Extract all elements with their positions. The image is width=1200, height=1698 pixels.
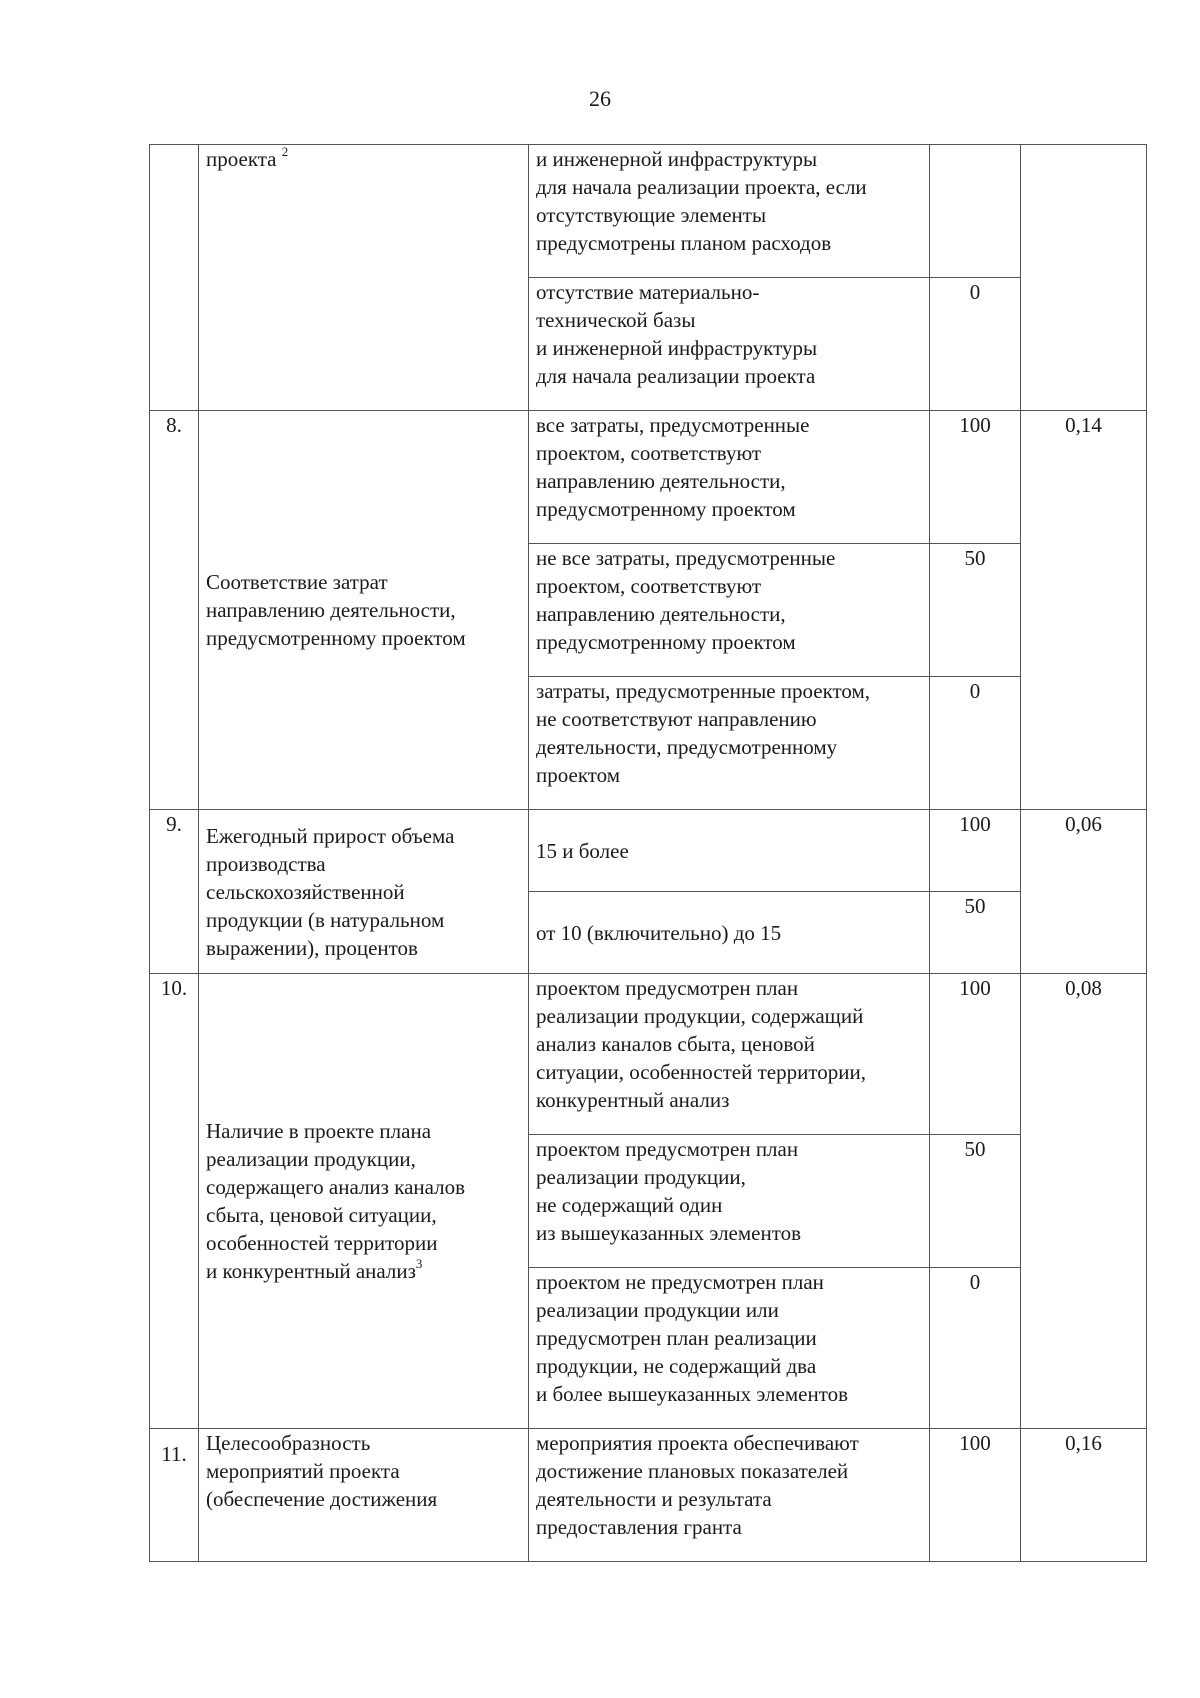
footnote-mark: 3 bbox=[415, 1256, 423, 1271]
option-cell bbox=[529, 974, 930, 1135]
option-text: 15 и более bbox=[536, 838, 629, 863]
option-text: проектом предусмотрен план реализации продукции, не содержащий один из вышеуказанных элементов bbox=[536, 1137, 802, 1245]
weight-cell: 0,06 bbox=[1021, 810, 1147, 974]
option-cell bbox=[529, 1135, 930, 1268]
score-cell: 50 bbox=[930, 1135, 1021, 1268]
criterion-text: Наличие в проекте плана реализации продукции, содержащего анализ каналов сбыта, ценовой ситуации, особенностей территории и конкурентный анализ bbox=[206, 1119, 466, 1283]
criterion-cell bbox=[199, 411, 529, 810]
page-number: 26 bbox=[589, 86, 611, 111]
option-cell bbox=[529, 278, 930, 411]
option-text: не все затраты, предусмотренные проектом, соответствуют направлению деятельности, предусмотренному проектом bbox=[536, 546, 836, 654]
option-cell bbox=[529, 145, 930, 278]
option-text: от 10 (включительно) до 15 bbox=[536, 920, 782, 945]
option-cell bbox=[529, 810, 930, 892]
criterion-text: Соответствие затрат направлению деятельности, предусмотренному проектом bbox=[206, 570, 466, 650]
table-row bbox=[150, 1429, 1147, 1562]
option-cell bbox=[529, 544, 930, 677]
row-number: 8. bbox=[150, 411, 199, 810]
option-cell bbox=[529, 677, 930, 810]
weight-cell: 0,08 bbox=[1021, 974, 1147, 1429]
option-text: все затраты, предусмотренные проектом, соответствуют направлению деятельности, предусмотренному проектом bbox=[536, 413, 810, 521]
option-text: проектом предусмотрен план реализации продукции, содержащий анализ каналов сбыта, ценовой ситуации, особенностей территории, конкурентный анализ bbox=[536, 976, 866, 1112]
weight-cell: 0,14 bbox=[1021, 411, 1147, 810]
score-cell: 50 bbox=[930, 892, 1021, 974]
criterion-cell bbox=[199, 145, 529, 411]
criterion-text: проекта bbox=[206, 147, 277, 171]
score-cell: 0 bbox=[930, 677, 1021, 810]
criterion-text: Целесообразность мероприятий проекта (обеспечение достижения bbox=[206, 1431, 438, 1511]
score-cell: 0 bbox=[930, 278, 1021, 411]
option-cell bbox=[529, 1268, 930, 1429]
row-number: 9. bbox=[150, 810, 199, 974]
option-text: мероприятия проекта обеспечивают достижение плановых показателей деятельности и результата предоставления гранта bbox=[536, 1431, 859, 1539]
criterion-cell bbox=[199, 810, 529, 974]
score-cell: 100 bbox=[930, 810, 1021, 892]
option-text: и инженерной инфраструктуры для начала реализации проекта, если отсутствующие элементы предусмотрены планом расходов bbox=[536, 147, 867, 255]
option-text: отсутствие материально- технической базы и инженерной инфраструктуры для начала реализации проекта bbox=[536, 280, 818, 388]
table-row bbox=[150, 810, 1147, 892]
criteria-table bbox=[149, 144, 1147, 1562]
table-row bbox=[150, 974, 1147, 1135]
option-text: проектом не предусмотрен план реализации продукции или предусмотрен план реализации продукции, не содержащий два и более вышеуказанных элементов bbox=[536, 1270, 849, 1406]
weight-cell: 0,16 bbox=[1021, 1429, 1147, 1562]
criterion-cell bbox=[199, 974, 529, 1429]
score-cell: 100 bbox=[930, 411, 1021, 544]
table-row bbox=[150, 145, 1147, 278]
row-number bbox=[150, 145, 199, 411]
option-cell bbox=[529, 892, 930, 974]
score-cell bbox=[930, 145, 1021, 278]
footnote-mark: 2 bbox=[281, 144, 289, 159]
option-text: затраты, предусмотренные проектом, не соответствуют направлению деятельности, предусмотренному проектом bbox=[536, 679, 871, 787]
row-number: 11. bbox=[150, 1429, 199, 1562]
score-cell: 0 bbox=[930, 1268, 1021, 1429]
table-row bbox=[150, 411, 1147, 544]
score-cell: 100 bbox=[930, 974, 1021, 1135]
weight-cell bbox=[1021, 145, 1147, 411]
score-cell: 50 bbox=[930, 544, 1021, 677]
criterion-cell bbox=[199, 1429, 529, 1562]
score-cell: 100 bbox=[930, 1429, 1021, 1562]
criterion-text: Ежегодный прирост объема производства сельскохозяйственной продукции (в натуральном выражении), процентов bbox=[206, 823, 455, 960]
option-cell bbox=[529, 1429, 930, 1562]
row-number: 10. bbox=[150, 974, 199, 1429]
option-cell bbox=[529, 411, 930, 544]
